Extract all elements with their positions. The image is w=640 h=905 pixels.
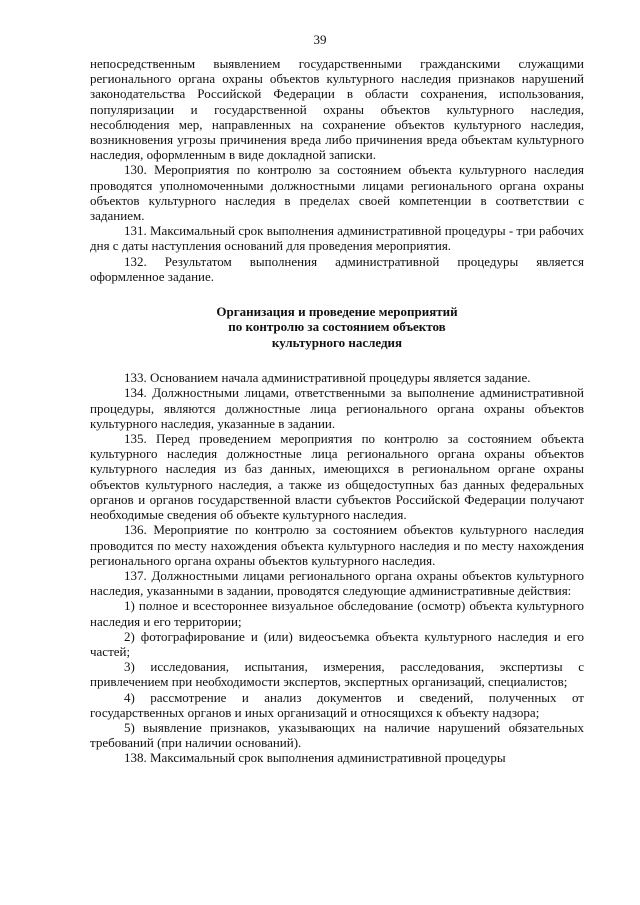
list-item-4: 4) рассмотрение и анализ документов и сведений, полученных от государственных органов и иных организаций и относящихся к объекту надзора;	[90, 689, 584, 720]
paragraph-133: 133. Основанием начала административной процедуры является задание.	[124, 370, 531, 386]
document-body	[90, 56, 584, 766]
paragraph-136: 136. Мероприятие по контролю за состоянием объектов культурного наследия проводится по месту нахождения объекта культурного наследия и по месту нахождения регионального органа охраны объектов культурного наследия.	[90, 522, 584, 568]
paragraph-134: 134. Должностными лицами, ответственными за выполнение административной процедуры, являются должностные лица регионального органа охраны объектов культурного наследия, указанные в задании.	[90, 385, 584, 431]
paragraph-continuation: непосредственным выявлением государственными гражданскими служащими регионального органа охраны объектов культурного наследия признаков нарушений законодательства Российской Федерации в области сохранения, использования, популяризации и государственной охраны объектов культурного наследия, несоблюдения мер, направленных на сохранение объектов культурного наследия, возникновения угрозы причинения вреда либо причинения вреда объектам культурного наследия, оформленным в виде докладной записки.	[90, 56, 584, 163]
paragraph-130: 130. Мероприятия по контролю за состоянием объекта культурного наследия проводятся уполномоченными должностными лицами регионального органа охраны объектов культурного наследия в пределах своей компетенции в соответствии с заданием.	[90, 162, 584, 224]
section-heading-line-1: Организация и проведение мероприятий	[216, 304, 458, 320]
section-heading	[90, 304, 584, 350]
list-item-2: 2) фотографирование и (или) видеосъемка объекта культурного наследия и его частей;	[90, 628, 584, 659]
paragraph-132: 132. Результатом выполнения административной процедуры является оформленное задание.	[90, 253, 584, 284]
section-heading-line-3: культурного наследия	[271, 334, 403, 350]
paragraph-138: 138. Максимальный срок выполнения административной процедуры	[124, 750, 506, 766]
paragraph-131: 131. Максимальный срок выполнения административной процедуры - три рабочих дня с даты наступления оснований для проведения мероприятия.	[90, 223, 584, 254]
paragraph-137: 137. Должностными лицами регионального органа охраны объектов культурного наследия, указанными в задании, проводятся следующие административные действия:	[90, 567, 584, 599]
list-item-5: 5) выявление признаков, указывающих на наличие нарушений обязательных требований (при наличии оснований).	[90, 719, 584, 751]
paragraph-135: 135. Перед проведением мероприятия по контролю за состоянием объекта культурного наследия должностные лица регионального органа охраны объектов культурного наследия из баз данных, имеющихся в региональном органе охраны объектов культурного наследия, а также из общедоступных баз данных федеральных органов и органов государственной власти субъектов Российской Федерации получают необходимые сведения об объекте культурного наследия.	[90, 431, 584, 523]
page-number: 39	[313, 32, 327, 47]
list-item-3: 3) исследования, испытания, измерения, расследования, экспертизы с привлечением при необходимости экспертов, экспертных организаций, специалистов;	[90, 659, 584, 690]
list-item-1: 1) полное и всестороннее визуальное обследование (осмотр) объекта культурного наследия и его территории;	[90, 598, 584, 629]
section-heading-line-2: по контролю за состоянием объектов	[228, 319, 446, 335]
